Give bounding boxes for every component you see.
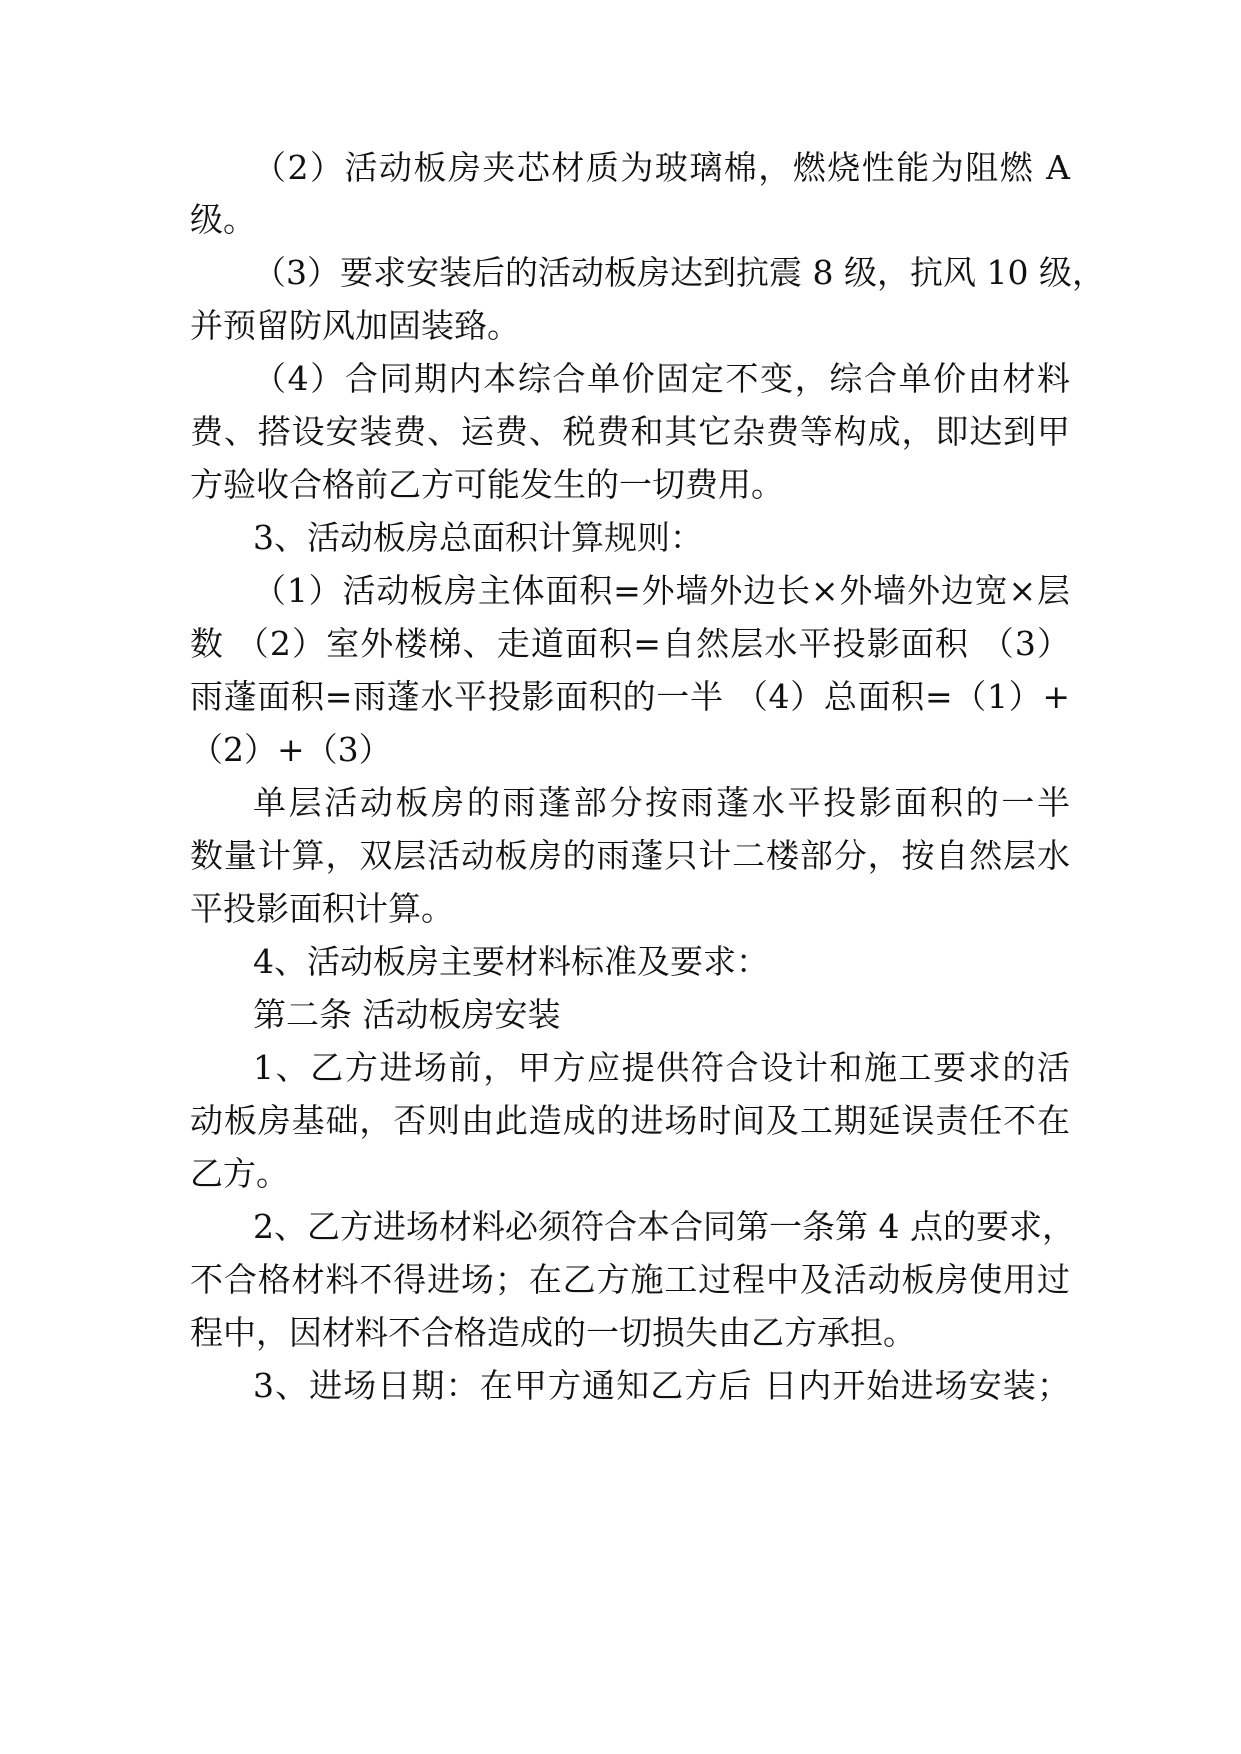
text-line-1: （2）活动板房夹芯材质为玻璃棉，燃烧性能为阻燃 A <box>253 148 1070 187</box>
text-line-18: 1、乙方进场前，甲方应提供符合设计和施工要求的活 <box>253 1048 1070 1087</box>
text-line-21: 2、乙方进场材料必须符合本合同第一条第 4 点的要求， <box>253 1207 1075 1246</box>
text-line-7: 方验收合格前乙方可能发生的一切费用。 <box>190 465 784 504</box>
text-line-10: 数 （2）室外楼梯、走道面积=自然层水平投影面积 （3） <box>190 624 1070 663</box>
text-line-11: 雨蓬面积=雨蓬水平投影面积的一半 （4）总面积=（1）+ <box>190 677 1070 716</box>
text-line-14: 数量计算，双层活动板房的雨蓬只计二楼部分，按自然层水 <box>190 836 1070 875</box>
text-line-3: （3）要求安装后的活动板房达到抗震 8 级，抗风 10 级， <box>253 253 1105 292</box>
text-line-5: （4）合同期内本综合单价固定不变，综合单价由材料 <box>253 359 1070 398</box>
text-line-12: （2）+（3） <box>190 730 392 769</box>
text-line-20: 乙方。 <box>190 1154 289 1193</box>
text-line-13: 单层活动板房的雨蓬部分按雨蓬水平投影面积的一半 <box>253 783 1070 822</box>
section-heading-article-2: 第二条 活动板房安装 <box>253 995 561 1034</box>
text-line-4: 并预留防风加固装臵。 <box>190 306 520 345</box>
text-line-23: 程中，因材料不合格造成的一切损失由乙方承担。 <box>190 1313 916 1352</box>
text-line-22: 不合格材料不得进场；在乙方施工过程中及活动板房使用过 <box>190 1260 1070 1299</box>
text-line-9: （1）活动板房主体面积=外墙外边长×外墙外边宽×层 <box>253 571 1070 610</box>
text-line-2: 级。 <box>190 200 256 239</box>
text-line-19: 动板房基础，否则由此造成的进场时间及工期延误责任不在 <box>190 1101 1070 1140</box>
text-line-6: 费、搭设安装费、运费、税费和其它杂费等构成，即达到甲 <box>190 412 1070 451</box>
text-line-24: 3、进场日期：在甲方通知乙方后 日内开始进场安装； <box>253 1366 1070 1405</box>
text-line-16: 4、活动板房主要材料标准及要求： <box>253 942 769 981</box>
text-line-8: 3、活动板房总面积计算规则： <box>253 518 703 557</box>
text-line-15: 平投影面积计算。 <box>190 889 454 928</box>
